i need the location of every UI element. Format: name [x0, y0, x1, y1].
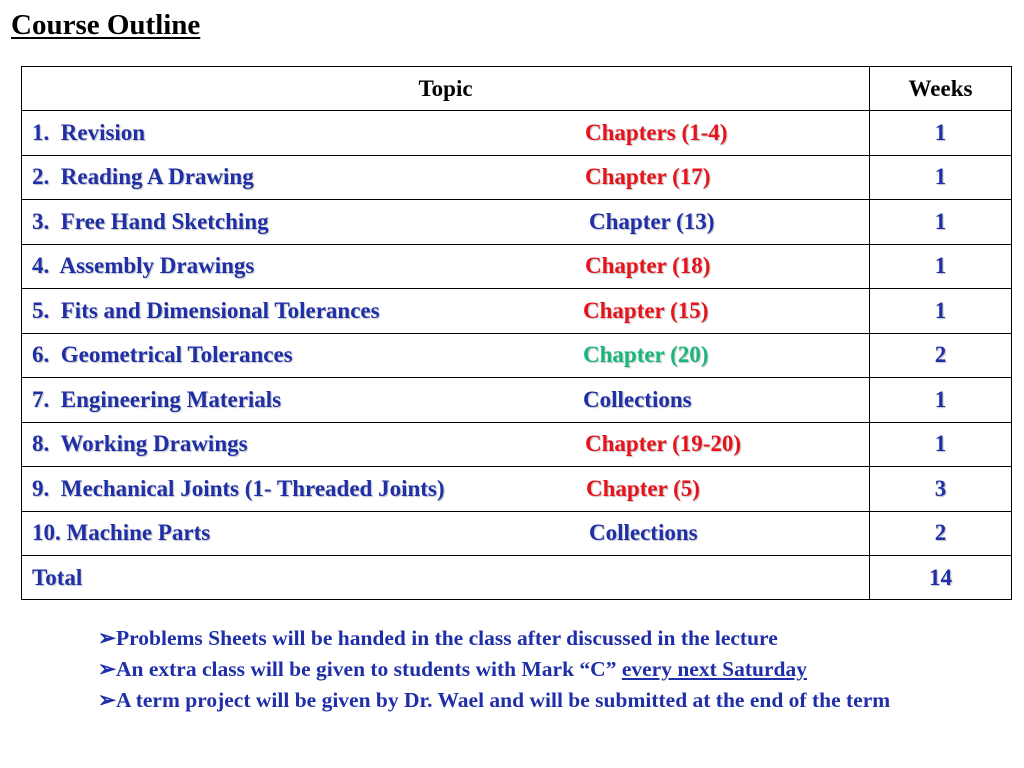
note-text: Problems Sheets will be handed in the class after discussed in the lecture — [116, 626, 778, 650]
topic-title: 5. Fits and Dimensional Tolerances — [32, 297, 380, 323]
notes-list — [98, 623, 968, 716]
total-row — [22, 556, 1012, 600]
note-item — [98, 623, 968, 654]
table-row — [22, 333, 1012, 378]
chapter-reference: Chapter (15) — [583, 297, 709, 323]
weeks-column-header: Weeks — [870, 67, 1012, 111]
table-row — [22, 244, 1012, 289]
chapter-reference: Chapter (20) — [583, 342, 709, 368]
table-row — [22, 289, 1012, 334]
topic-title: 10. Machine Parts — [32, 520, 211, 546]
topic-cell — [22, 111, 870, 156]
arrow-right-icon: ➢ — [98, 626, 117, 650]
weeks-cell: 1 — [870, 155, 1012, 200]
chapter-reference: Chapter (5) — [586, 475, 700, 501]
topic-title: 2. Reading A Drawing — [32, 164, 254, 190]
course-outline-table — [21, 66, 1012, 600]
topic-column-header: Topic — [22, 67, 870, 111]
topic-title: 9. Mechanical Joints (1- Threaded Joints) — [32, 475, 445, 501]
topic-cell — [22, 289, 870, 334]
total-label: Total — [32, 564, 83, 590]
topic-title: 3. Free Hand Sketching — [32, 208, 269, 234]
note-item — [98, 654, 968, 685]
table-row — [22, 155, 1012, 200]
weeks-cell: 2 — [870, 333, 1012, 378]
topic-cell — [22, 155, 870, 200]
total-weeks: 14 — [870, 556, 1012, 600]
topic-title: 4. Assembly Drawings — [32, 253, 255, 279]
note-underlined-text: every next Saturday — [621, 657, 807, 681]
chapter-reference: Chapters (1-4) — [585, 119, 728, 145]
weeks-cell: 1 — [870, 200, 1012, 245]
weeks-cell: 1 — [870, 422, 1012, 467]
topic-title: 6. Geometrical Tolerances — [32, 342, 293, 368]
topic-cell — [22, 200, 870, 245]
table-row — [22, 200, 1012, 245]
topic-cell — [22, 244, 870, 289]
topic-cell — [22, 378, 870, 423]
chapter-reference: Collections — [589, 520, 698, 546]
note-text: A term project will be given by Dr. Wael and will be submitted at the end of the term — [116, 688, 891, 712]
arrow-right-icon: ➢ — [98, 657, 117, 681]
page-title: Course Outline — [11, 9, 201, 41]
table-row — [22, 422, 1012, 467]
table-row — [22, 511, 1012, 556]
topic-title: 7. Engineering Materials — [32, 386, 282, 412]
topic-cell — [22, 511, 870, 556]
note-item — [98, 685, 968, 716]
chapter-reference: Chapter (18) — [585, 253, 711, 279]
total-label-cell — [22, 556, 870, 600]
weeks-cell: 1 — [870, 244, 1012, 289]
weeks-cell: 3 — [870, 467, 1012, 512]
table-row — [22, 378, 1012, 423]
chapter-reference: Collections — [583, 386, 692, 412]
chapter-reference: Chapter (19-20) — [585, 431, 742, 457]
table-row — [22, 111, 1012, 156]
table-header-row — [22, 67, 1012, 111]
table-row — [22, 467, 1012, 512]
topic-cell — [22, 467, 870, 512]
chapter-reference: Chapter (17) — [585, 164, 711, 190]
weeks-cell: 1 — [870, 378, 1012, 423]
topic-cell — [22, 422, 870, 467]
weeks-cell: 2 — [870, 511, 1012, 556]
chapter-reference: Chapter (13) — [589, 208, 715, 234]
topic-cell — [22, 333, 870, 378]
weeks-cell: 1 — [870, 111, 1012, 156]
topic-title: 8. Working Drawings — [32, 431, 248, 457]
arrow-right-icon: ➢ — [98, 688, 117, 712]
weeks-cell: 1 — [870, 289, 1012, 334]
note-text: An extra class will be given to students with Mark “C” — [116, 657, 622, 681]
topic-title: 1. Revision — [32, 119, 146, 145]
